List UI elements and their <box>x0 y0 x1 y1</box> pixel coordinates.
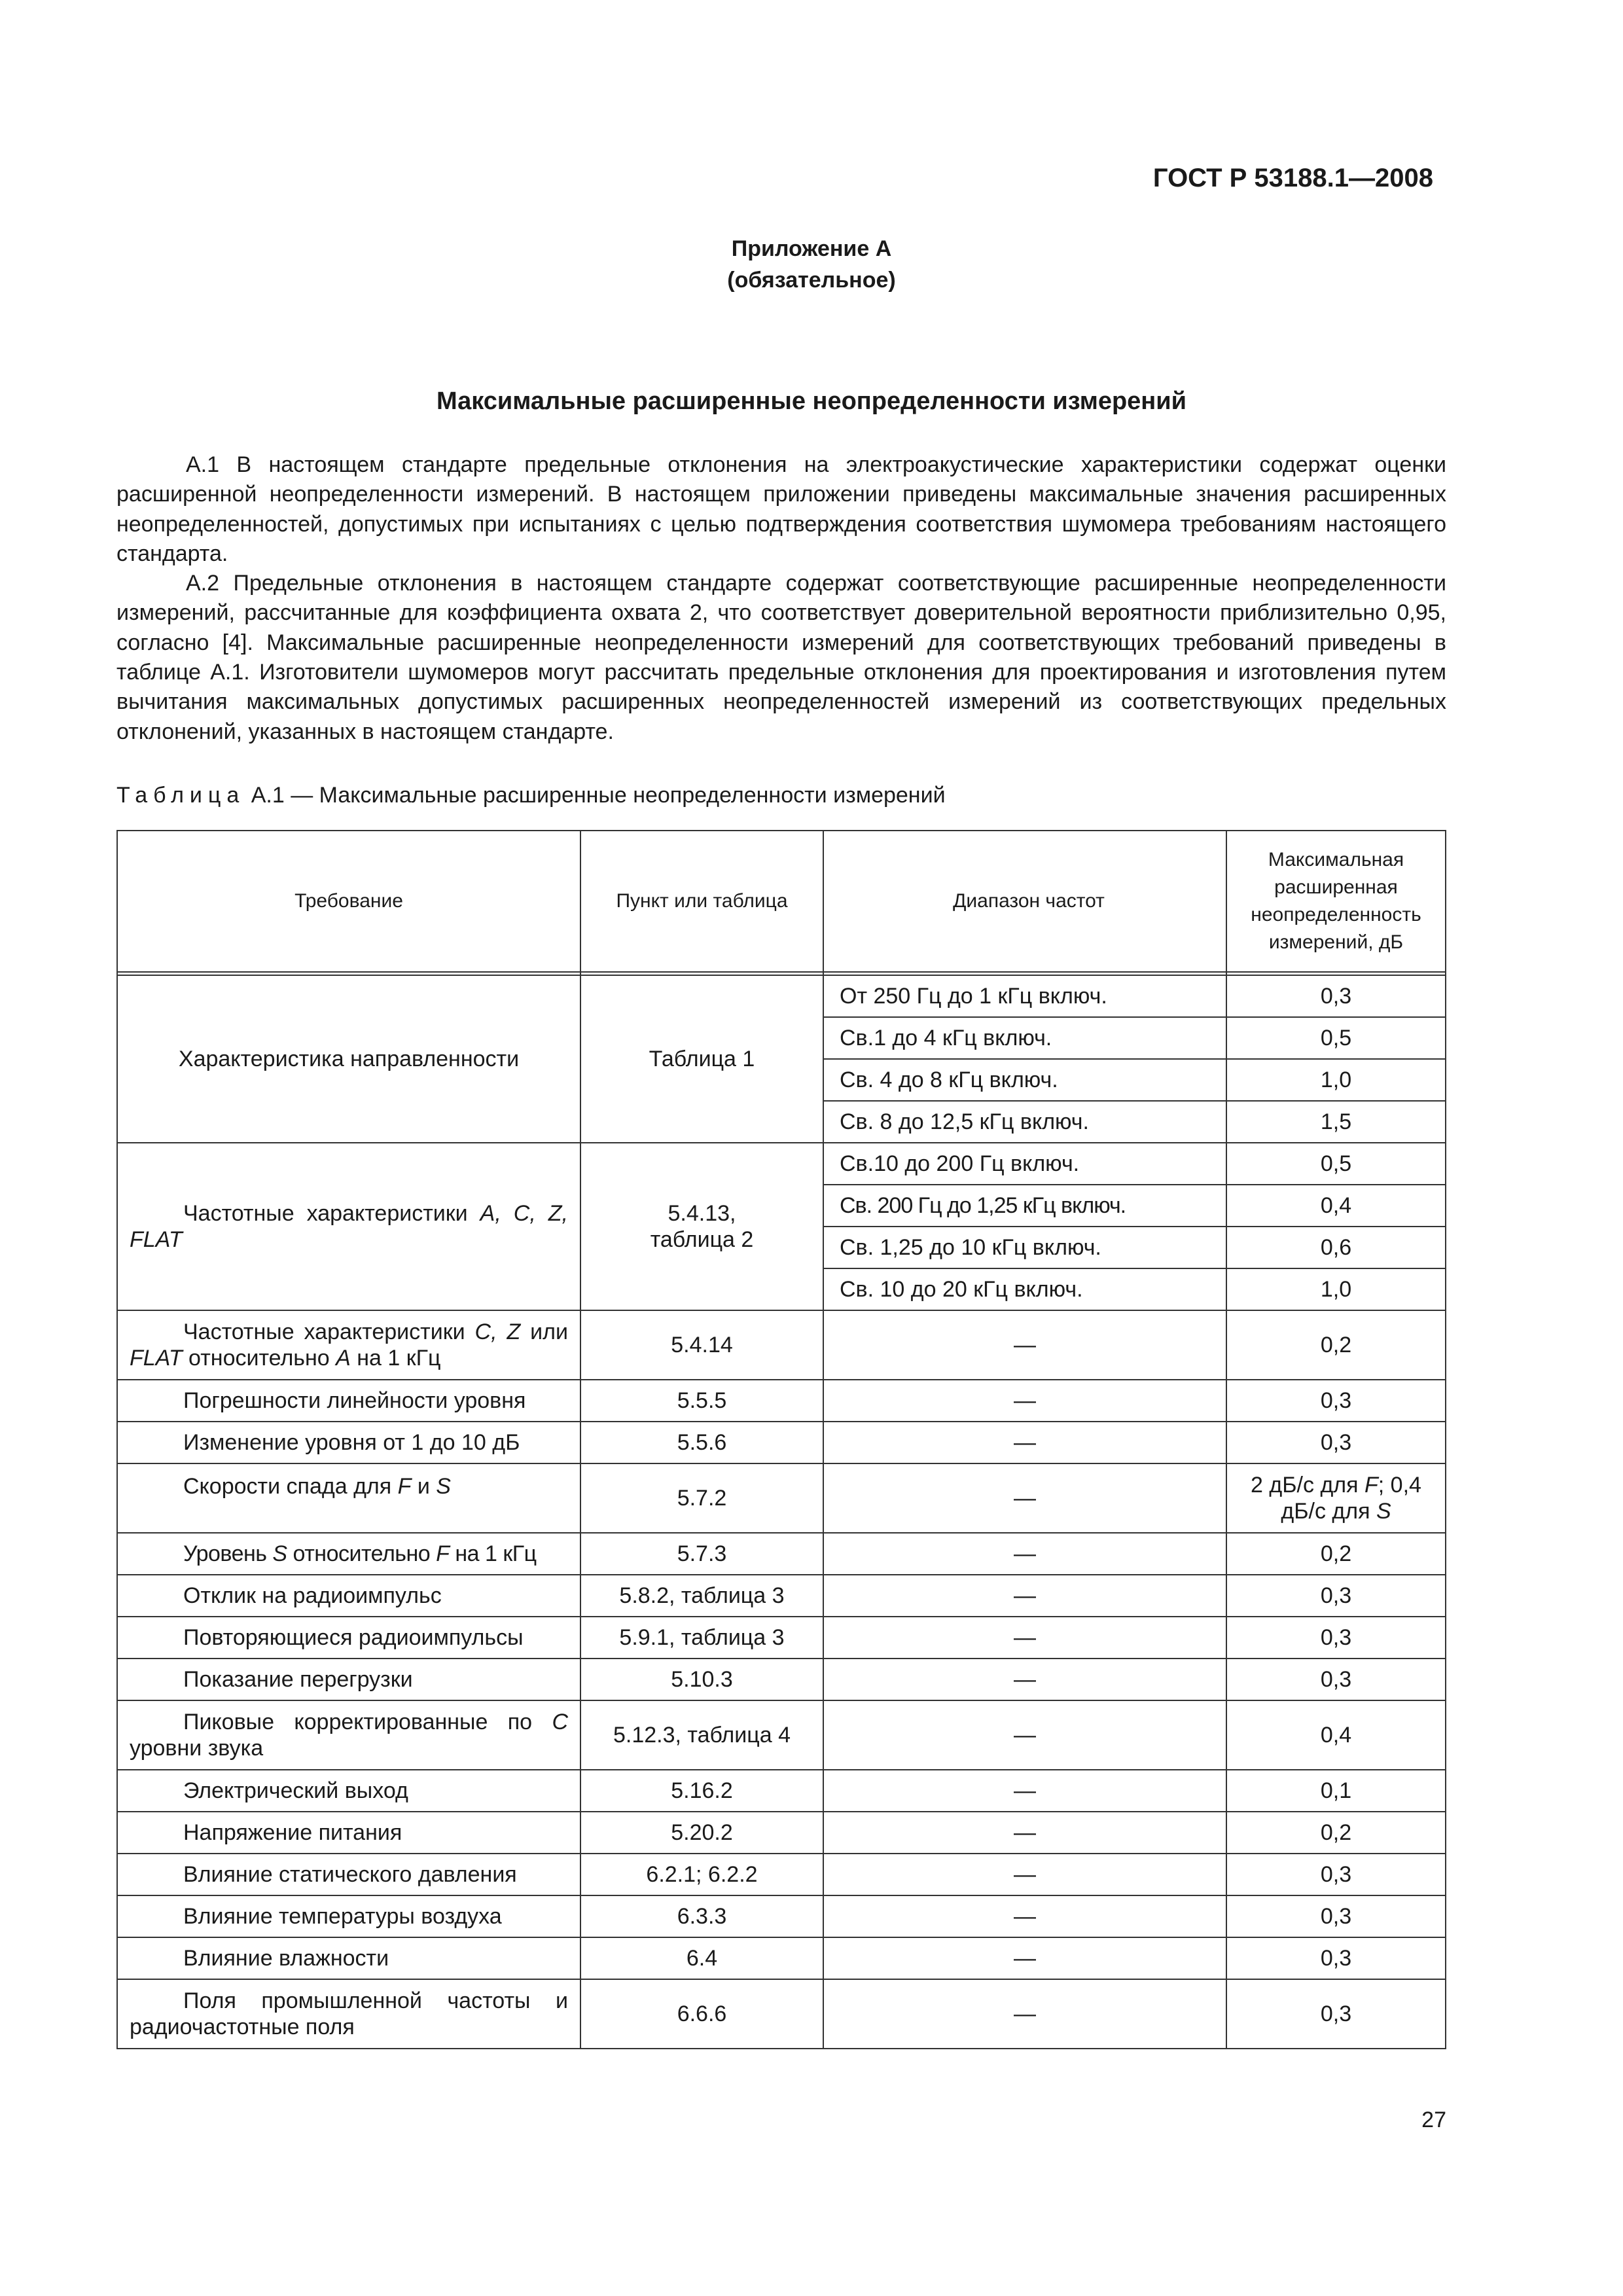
ref-directional: Таблица 1 <box>580 975 823 1143</box>
ref-line: 5.4.13, <box>668 1201 736 1226</box>
req-cell: Показание перегрузки <box>117 1659 580 1700</box>
ref-cell: 5.4.14 <box>580 1310 823 1380</box>
freq-cell: — <box>823 1937 1226 1979</box>
freq-cell: Св. 200 Гц до 1,25 кГц включ. <box>823 1185 1226 1227</box>
freq-cell: — <box>823 1979 1226 2049</box>
table-row <box>117 1617 1446 1659</box>
uncertainty-cell: 0,2 <box>1226 1533 1446 1575</box>
freq-cell: Св. 10 до 20 кГц включ. <box>823 1268 1226 1310</box>
uncertainty-cell: 0,3 <box>1226 1979 1446 2049</box>
req-italic: S <box>436 1474 451 1499</box>
freq-cell: — <box>823 1770 1226 1812</box>
ref-cell: 5.8.2, таблица 3 <box>580 1575 823 1617</box>
req-cell <box>117 1533 580 1575</box>
req-text: на 1 кГц <box>449 1541 537 1566</box>
unc-italic: F <box>1364 1473 1378 1498</box>
req-text: и <box>411 1474 437 1499</box>
ref-cell: 6.3.3 <box>580 1895 823 1937</box>
freq-cell: — <box>823 1380 1226 1422</box>
freq-cell: — <box>823 1422 1226 1463</box>
ref-cell: 5.16.2 <box>580 1770 823 1812</box>
appendix-subtitle: (обязательное) <box>727 268 896 293</box>
ref-cell: 5.5.5 <box>580 1380 823 1422</box>
appendix-title: Приложение А <box>731 236 892 261</box>
freq-cell: От 250 Гц до 1 кГц включ. <box>823 975 1226 1017</box>
table-row <box>117 1812 1446 1854</box>
req-cell: Влияние статического давления <box>117 1854 580 1895</box>
table-row <box>117 1380 1446 1422</box>
uncertainty-cell: 0,4 <box>1226 1700 1446 1770</box>
uncertainty-cell: 0,3 <box>1226 1937 1446 1979</box>
paragraph-a1: А.1 В настоящем стандарте предельные отклонения на электроакустические характеристики содержат оценки расширенной неопределенности измерений. В настоящем приложении приведены максимальные значения расширенных неопределенностей, допустимых при испытаниях с целью подтверждения соответствия шумомера требованиям настоящего стандарта. <box>116 452 1446 566</box>
header-reference: Пункт или таблица <box>580 831 823 972</box>
uncertainty-cell: 0,3 <box>1226 1380 1446 1422</box>
unc-text: ; 0,4 дБ/с для <box>1281 1473 1421 1524</box>
table-row <box>117 1310 1446 1380</box>
freq-cell: — <box>823 1617 1226 1659</box>
req-cell <box>117 1310 580 1380</box>
req-cell: Погрешности линейности уровня <box>117 1380 580 1422</box>
ref-cell: 5.7.3 <box>580 1533 823 1575</box>
ref-cell: 5.20.2 <box>580 1812 823 1854</box>
unc-text: 2 дБ/с для <box>1251 1473 1364 1498</box>
uncertainty-cell: 0,3 <box>1226 1659 1446 1700</box>
req-frequency-weightings <box>117 1143 580 1310</box>
document-code: ГОСТ Р 53188.1—2008 <box>1152 164 1433 192</box>
body-text <box>116 450 1446 747</box>
req-directional: Характеристика направленности <box>117 975 580 1143</box>
uncertainty-cell: 0,6 <box>1226 1227 1446 1268</box>
freq-cell: — <box>823 1310 1226 1380</box>
uncertainty-cell: 0,3 <box>1226 1575 1446 1617</box>
req-cell: Влияние температуры воздуха <box>117 1895 580 1937</box>
header-uncertainty: Максимальная расширенная неопределенность измерений, дБ <box>1226 831 1446 972</box>
uncertainty-cell: 0,1 <box>1226 1770 1446 1812</box>
req-cell <box>117 1463 580 1533</box>
paragraph-a2: А.2 Предельные отклонения в настоящем стандарте содержат соответствующие расширенные неопределенности измерений, рассчитанные для коэффициента охвата 2, что соответствует доверительной вероятности приблизительно 0,95, согласно [4]. Максимальные расширенные неопределенности измерений для соответствующих требований приведены в таблице А.1. Изготовители шумомеров могут рассчитать предельные отклонения для проектирования и изготовления путем вычитания максимальных допустимых расширенных неопределенностей измерений из соответствующих предельных отклонений, указанных в настоящем стандарте. <box>116 571 1446 744</box>
uncertainty-cell: 0,5 <box>1226 1017 1446 1059</box>
ref-cell: 6.2.1; 6.2.2 <box>580 1854 823 1895</box>
req-italic: F <box>436 1541 450 1566</box>
ref-cell: 6.6.6 <box>580 1979 823 2049</box>
ref-cell: 5.10.3 <box>580 1659 823 1700</box>
table-row <box>117 1575 1446 1617</box>
req-italic: C <box>552 1710 568 1734</box>
req-cell <box>117 1700 580 1770</box>
req-italic: S <box>272 1541 287 1566</box>
table-caption-prefix: Таблица <box>116 783 245 808</box>
table-row <box>117 1895 1446 1937</box>
req-text: Уровень <box>183 1541 273 1566</box>
freq-cell: — <box>823 1812 1226 1854</box>
table-row <box>117 1659 1446 1700</box>
freq-cell: Св. 4 до 8 кГц включ. <box>823 1059 1226 1101</box>
req-cell: Отклик на радиоимпульс <box>117 1575 580 1617</box>
table-row <box>117 1979 1446 2049</box>
req-text: Частотные характеристики <box>183 1319 475 1344</box>
table-row <box>117 1770 1446 1812</box>
ref-cell: 5.9.1, таблица 3 <box>580 1617 823 1659</box>
freq-cell: — <box>823 1700 1226 1770</box>
req-italic: A <box>336 1346 351 1371</box>
section-title: Максимальные расширенные неопределенности измерений <box>437 387 1186 415</box>
freq-cell: Св.10 до 200 Гц включ. <box>823 1143 1226 1185</box>
uncertainty-cell: 1,5 <box>1226 1101 1446 1143</box>
freq-cell: — <box>823 1854 1226 1895</box>
req-cell: Электрический выход <box>117 1770 580 1812</box>
freq-cell: — <box>823 1575 1226 1617</box>
req-text: уровни звука <box>130 1736 264 1761</box>
req-text: относительно <box>287 1541 437 1566</box>
header-requirement: Требование <box>117 831 580 972</box>
table-row <box>117 1700 1446 1770</box>
uncertainty-cell: 0,3 <box>1226 975 1446 1017</box>
table-caption <box>116 783 946 808</box>
table-row <box>117 1143 1446 1185</box>
uncertainty-cell: 1,0 <box>1226 1059 1446 1101</box>
req-italic: A, C, Z, <box>480 1201 568 1226</box>
ref-line: таблица 2 <box>650 1227 754 1252</box>
req-cell: Напряжение питания <box>117 1812 580 1854</box>
freq-cell: — <box>823 1533 1226 1575</box>
uncertainty-cell: 0,5 <box>1226 1143 1446 1185</box>
req-italic: C, Z <box>474 1319 521 1344</box>
req-cell: Поля промышленной частоты и радиочастотные поля <box>117 1979 580 2049</box>
uncertainty-cell: 0,3 <box>1226 1617 1446 1659</box>
req-italic: F <box>397 1474 412 1499</box>
req-text: Скорости спада для <box>183 1474 398 1499</box>
table-caption-text: А.1 — Максимальные расширенные неопределенности измерений <box>245 783 946 808</box>
uncertainty-cell: 1,0 <box>1226 1268 1446 1310</box>
req-text: или <box>520 1319 568 1344</box>
ref-cell: 5.7.2 <box>580 1463 823 1533</box>
req-italic: FLAT <box>130 1346 183 1371</box>
ref-frequency-weightings <box>580 1143 823 1310</box>
table-row <box>117 1533 1446 1575</box>
req-text: Пиковые корректированные по <box>183 1710 552 1734</box>
freq-cell: Св.1 до 4 кГц включ. <box>823 1017 1226 1059</box>
freq-cell: — <box>823 1659 1226 1700</box>
freq-cell: Св. 8 до 12,5 кГц включ. <box>823 1101 1226 1143</box>
req-text: относительно <box>182 1346 336 1371</box>
req-text: на 1 кГц <box>350 1346 441 1371</box>
table-row <box>117 975 1446 1017</box>
req-text: Частотные характеристики <box>183 1201 480 1226</box>
req-cell: Изменение уровня от 1 до 10 дБ <box>117 1422 580 1463</box>
req-cell: Повторяющиеся радиоимпульсы <box>117 1617 580 1659</box>
table-row <box>117 1422 1446 1463</box>
uncertainty-cell: 0,3 <box>1226 1895 1446 1937</box>
uncertainty-cell: 0,4 <box>1226 1185 1446 1227</box>
uncertainty-cell: 0,2 <box>1226 1812 1446 1854</box>
uncertainty-cell: 0,3 <box>1226 1422 1446 1463</box>
ref-cell: 6.4 <box>580 1937 823 1979</box>
ref-cell: 5.12.3, таблица 4 <box>580 1700 823 1770</box>
req-cell: Влияние влажности <box>117 1937 580 1979</box>
header-frequency-range: Диапазон частот <box>823 831 1226 972</box>
table-row <box>117 1463 1446 1533</box>
table-header-row <box>117 831 1446 972</box>
uncertainty-cell: 0,2 <box>1226 1310 1446 1380</box>
uncertainty-table <box>116 830 1446 2049</box>
appendix-heading <box>0 233 1623 296</box>
ref-cell: 5.5.6 <box>580 1422 823 1463</box>
page-number: 27 <box>1421 2108 1446 2132</box>
freq-cell: Св. 1,25 до 10 кГц включ. <box>823 1227 1226 1268</box>
req-italic: FLAT <box>130 1227 183 1252</box>
uncertainty-cell <box>1226 1463 1446 1533</box>
table-row <box>117 1937 1446 1979</box>
unc-italic: S <box>1376 1499 1391 1524</box>
freq-cell: — <box>823 1895 1226 1937</box>
freq-cell: — <box>823 1463 1226 1533</box>
uncertainty-cell: 0,3 <box>1226 1854 1446 1895</box>
table-row <box>117 1854 1446 1895</box>
